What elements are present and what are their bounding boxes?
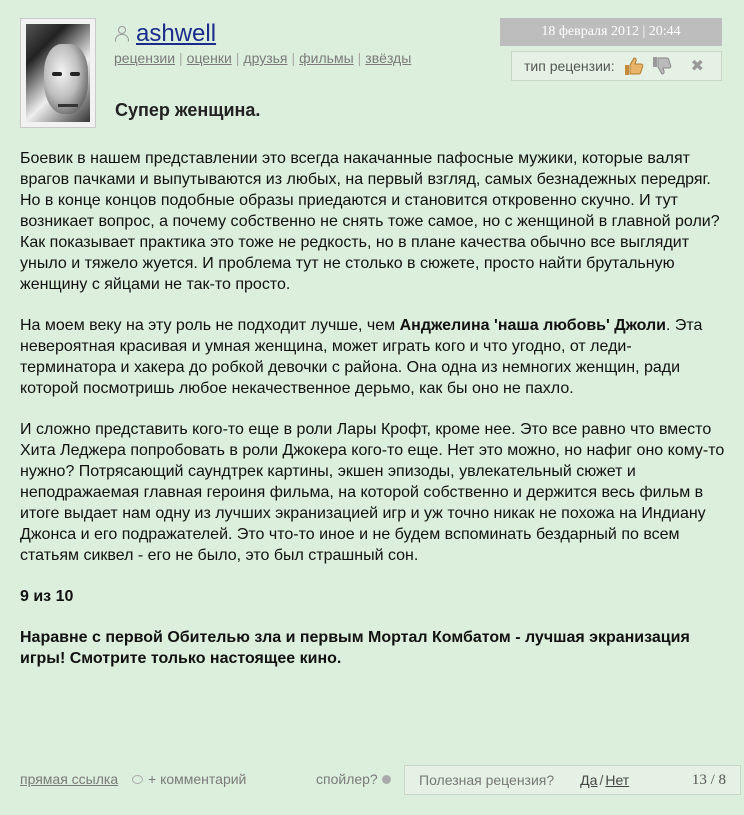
add-comment-label: + комментарий (148, 771, 247, 787)
thumbs-up-icon[interactable] (623, 55, 645, 77)
useful-yes-link[interactable]: Да (580, 772, 598, 788)
user-icon (114, 25, 130, 43)
avatar[interactable] (20, 18, 96, 128)
user-link-ratings[interactable]: оценки (186, 50, 232, 66)
paragraph-3: И сложно представить кого-то еще в роли Лары Крофт, кроме нее. Это все равно что вместо Хита Леджера попробовать в роли Джокера кого-то еще. Нет это можно, но нафиг оно кому-то нужно? Потрясающий саундтрек картины, экшен эпизоды, увлекательный сюжет и неподражаемая главная героиня фильма, на которой собственно и держится весь фильм в итоге выдает нам одну из лучших экранизацией игр и уж точно никак не похожа на Индиану Джонса и его подражателей. Это что-то иное и не будем вспоминать бездарный по всем статьям сиквел - его не было, это был страшный сон. (20, 421, 725, 564)
useful-no-link[interactable]: Нет (605, 772, 630, 788)
paragraph-1: Боевик в нашем представлении это всегда накачанные пафосные мужики, которые валят врагов пачками и выпутываются из любых, на первый взгляд, самых безнадежных передряг. Но в конце концов подобные образы приедаются и становится откровенно скучно. И тут возникает вопрос, а почему собственно не снять тоже самое, но с женщиной в главной роли? Как показывает практика это тоже не редкость, но в плане качества обычно все выглядит уныло и тяжело жуется. И проблема тут не столько в сюжете, просто найти брутальную женщину с яйцами не так-то просто. (20, 150, 720, 293)
review-verdict: Наравне с первой Обителью зла и первым Мортал Комбатом - лучшая экранизация игры! Смотрите только настоящее кино. (20, 629, 690, 667)
useful-review-box: Полезная рецензия? Да / Нет 13 / 8 (404, 765, 741, 795)
paragraph-2: На моем веку на эту роль не подходит лучше, чем Анджелина 'наша любовь' Джоли. Эта невероятная красивая и умная женщина, может играть кого и что угодно, от леди-терминатора и хакера до робкой девочки с района. Она одна из немногих женщин, ради которой посмотришь любое некачественное дерьмо, как бы оно не пахло. (20, 317, 703, 397)
review-type-box (511, 51, 722, 81)
direct-link[interactable]: прямая ссылка (20, 771, 119, 787)
review-rating: 9 из 10 (20, 588, 74, 605)
review-type-label: тип рецензии: (524, 58, 615, 74)
review-title: Супер женщина. (115, 100, 261, 120)
user-link-stars[interactable]: звёзды (365, 50, 412, 66)
thumbs-down-icon[interactable] (651, 55, 673, 77)
add-comment-button[interactable] (132, 771, 246, 787)
user-links: рецензии | оценки | друзья | фильмы | звёзды (114, 50, 412, 66)
useful-question: Полезная рецензия? (419, 772, 555, 788)
user-link-reviews[interactable]: рецензии (114, 50, 176, 66)
comment-bubble-icon (132, 775, 143, 784)
username-link[interactable]: ashwell (136, 20, 217, 47)
user-header (114, 20, 216, 48)
spoiler-label: спойлер? (316, 771, 378, 787)
user-link-friends[interactable]: друзья (243, 50, 288, 66)
review-footer (20, 765, 725, 795)
spoiler-toggle[interactable] (316, 771, 391, 787)
review-body (20, 148, 725, 689)
useful-score: 13 / 8 (691, 771, 726, 788)
close-icon[interactable]: ✖ (690, 58, 705, 75)
user-link-films[interactable]: фильмы (299, 50, 354, 66)
avatar-image (26, 24, 90, 122)
spoiler-dot-icon (382, 775, 391, 784)
actress-name: Анджелина 'наша любовь' Джоли (399, 317, 666, 334)
review-date: 18 февраля 2012 | 20:44 (500, 18, 722, 46)
